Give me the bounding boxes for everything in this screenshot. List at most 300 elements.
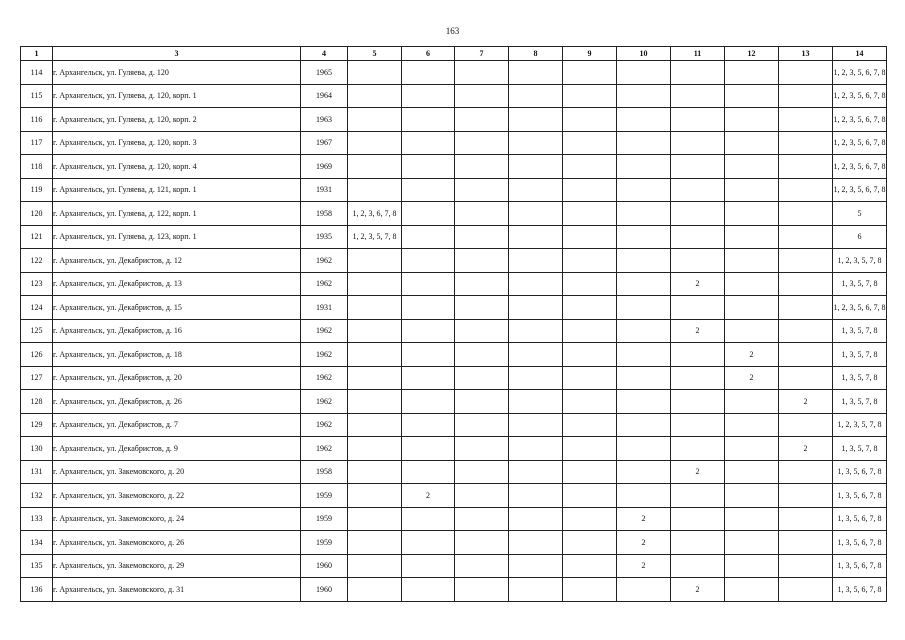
value-cell <box>455 155 509 179</box>
column-header: 5 <box>348 47 402 61</box>
value-cell <box>563 155 617 179</box>
table-row <box>21 178 887 202</box>
row-number-cell: 119 <box>21 178 53 202</box>
row-number-cell: 133 <box>21 507 53 531</box>
value-cell <box>725 272 779 296</box>
value-cell <box>617 366 671 390</box>
value-cell <box>779 178 833 202</box>
value-cell <box>348 155 402 179</box>
address-cell: г. Архангельск, ул. Закемовского, д. 20 <box>53 460 301 484</box>
column-header: 1 <box>21 47 53 61</box>
value-cell <box>509 319 563 343</box>
value-cell <box>671 202 725 226</box>
value-cell <box>563 249 617 273</box>
address-cell: г. Архангельск, ул. Закемовского, д. 29 <box>53 554 301 578</box>
table-row <box>21 413 887 437</box>
value-cell <box>617 343 671 367</box>
value-cell <box>779 225 833 249</box>
value-cell <box>779 131 833 155</box>
value-cell <box>348 131 402 155</box>
value-cell <box>671 413 725 437</box>
value-cell <box>563 437 617 461</box>
value-cell <box>563 296 617 320</box>
value-cell <box>725 531 779 555</box>
year-cell: 1969 <box>301 155 348 179</box>
value-cell <box>455 225 509 249</box>
column-header: 11 <box>671 47 725 61</box>
codes-cell: 1, 3, 5, 6, 7, 8 <box>833 507 887 531</box>
year-cell: 1967 <box>301 131 348 155</box>
value-cell <box>671 507 725 531</box>
value-cell <box>509 249 563 273</box>
codes-cell: 1, 3, 5, 6, 7, 8 <box>833 460 887 484</box>
address-cell: г. Архангельск, ул. Декабристов, д. 26 <box>53 390 301 414</box>
value-cell <box>671 249 725 273</box>
codes-cell: 1, 2, 3, 5, 6, 7, 8 <box>833 84 887 108</box>
table-row <box>21 225 887 249</box>
year-cell: 1962 <box>301 366 348 390</box>
value-cell <box>509 531 563 555</box>
value-cell <box>671 155 725 179</box>
codes-cell: 1, 2, 3, 5, 6, 7, 8 <box>833 131 887 155</box>
value-cell: 1, 2, 3, 5, 7, 8 <box>348 225 402 249</box>
address-cell: г. Архангельск, ул. Закемовского, д. 22 <box>53 484 301 508</box>
table-row <box>21 437 887 461</box>
year-cell: 1958 <box>301 202 348 226</box>
column-header: 6 <box>402 47 455 61</box>
year-cell: 1965 <box>301 61 348 85</box>
codes-cell: 1, 2, 3, 5, 6, 7, 8 <box>833 108 887 132</box>
table-row <box>21 460 887 484</box>
column-header: 10 <box>617 47 671 61</box>
year-cell: 1963 <box>301 108 348 132</box>
value-cell <box>671 61 725 85</box>
row-number-cell: 127 <box>21 366 53 390</box>
address-cell: г. Архангельск, ул. Гуляева, д. 123, корп. 1 <box>53 225 301 249</box>
value-cell <box>348 343 402 367</box>
value-cell <box>725 413 779 437</box>
year-cell: 1962 <box>301 319 348 343</box>
codes-cell: 1, 2, 3, 5, 7, 8 <box>833 249 887 273</box>
value-cell <box>455 84 509 108</box>
column-header: 13 <box>779 47 833 61</box>
value-cell <box>563 460 617 484</box>
value-cell <box>563 272 617 296</box>
codes-cell: 1, 2, 3, 5, 6, 7, 8 <box>833 178 887 202</box>
value-cell <box>509 272 563 296</box>
value-cell <box>725 84 779 108</box>
value-cell <box>779 484 833 508</box>
table-row <box>21 61 887 85</box>
value-cell <box>348 531 402 555</box>
value-cell <box>725 178 779 202</box>
value-cell <box>509 225 563 249</box>
year-cell: 1935 <box>301 225 348 249</box>
year-cell: 1962 <box>301 343 348 367</box>
row-number-cell: 134 <box>21 531 53 555</box>
row-number-cell: 123 <box>21 272 53 296</box>
address-cell: г. Архангельск, ул. Декабристов, д. 12 <box>53 249 301 273</box>
value-cell <box>779 507 833 531</box>
address-cell: г. Архангельск, ул. Гуляева, д. 121, корп. 1 <box>53 178 301 202</box>
value-cell <box>725 578 779 602</box>
value-cell <box>455 413 509 437</box>
value-cell <box>348 578 402 602</box>
table-row <box>21 578 887 602</box>
value-cell <box>348 108 402 132</box>
value-cell <box>402 61 455 85</box>
codes-cell: 1, 3, 5, 7, 8 <box>833 272 887 296</box>
value-cell <box>509 460 563 484</box>
value-cell <box>348 61 402 85</box>
column-header: 9 <box>563 47 617 61</box>
value-cell <box>725 249 779 273</box>
value-cell <box>779 272 833 296</box>
value-cell <box>348 484 402 508</box>
value-cell <box>617 437 671 461</box>
address-cell: г. Архангельск, ул. Декабристов, д. 15 <box>53 296 301 320</box>
value-cell <box>348 319 402 343</box>
value-cell <box>402 366 455 390</box>
address-cell: г. Архангельск, ул. Гуляева, д. 120 <box>53 61 301 85</box>
value-cell <box>402 531 455 555</box>
row-number-cell: 115 <box>21 84 53 108</box>
value-cell <box>509 413 563 437</box>
value-cell <box>455 131 509 155</box>
year-cell: 1962 <box>301 390 348 414</box>
value-cell <box>779 202 833 226</box>
value-cell <box>725 484 779 508</box>
value-cell <box>671 84 725 108</box>
value-cell <box>348 554 402 578</box>
value-cell <box>455 531 509 555</box>
table-row <box>21 531 887 555</box>
value-cell <box>779 249 833 273</box>
year-cell: 1959 <box>301 507 348 531</box>
value-cell <box>617 108 671 132</box>
value-cell <box>779 296 833 320</box>
value-cell: 1, 2, 3, 6, 7, 8 <box>348 202 402 226</box>
column-header: 14 <box>833 47 887 61</box>
value-cell <box>563 202 617 226</box>
row-number-cell: 117 <box>21 131 53 155</box>
value-cell <box>402 272 455 296</box>
value-cell <box>725 202 779 226</box>
value-cell <box>455 390 509 414</box>
row-number-cell: 132 <box>21 484 53 508</box>
value-cell <box>725 108 779 132</box>
value-cell <box>617 84 671 108</box>
value-cell <box>402 178 455 202</box>
value-cell <box>671 366 725 390</box>
value-cell: 2 <box>617 531 671 555</box>
row-number-cell: 118 <box>21 155 53 179</box>
value-cell <box>402 507 455 531</box>
value-cell <box>563 531 617 555</box>
value-cell <box>509 390 563 414</box>
column-header: 3 <box>53 47 301 61</box>
value-cell <box>563 108 617 132</box>
value-cell <box>563 343 617 367</box>
value-cell <box>348 296 402 320</box>
value-cell <box>725 507 779 531</box>
value-cell <box>617 249 671 273</box>
codes-cell: 1, 2, 3, 5, 6, 7, 8 <box>833 155 887 179</box>
value-cell <box>402 460 455 484</box>
table-row <box>21 155 887 179</box>
year-cell: 1960 <box>301 578 348 602</box>
value-cell <box>617 296 671 320</box>
value-cell <box>455 484 509 508</box>
value-cell <box>725 296 779 320</box>
value-cell <box>563 484 617 508</box>
address-cell: г. Архангельск, ул. Декабристов, д. 16 <box>53 319 301 343</box>
value-cell <box>402 108 455 132</box>
table-row <box>21 84 887 108</box>
value-cell <box>617 225 671 249</box>
table-row <box>21 202 887 226</box>
row-number-cell: 136 <box>21 578 53 602</box>
value-cell <box>725 225 779 249</box>
value-cell <box>563 319 617 343</box>
value-cell <box>563 131 617 155</box>
value-cell <box>671 225 725 249</box>
value-cell: 2 <box>617 554 671 578</box>
value-cell <box>671 343 725 367</box>
value-cell: 2 <box>671 319 725 343</box>
value-cell <box>509 84 563 108</box>
value-cell <box>402 155 455 179</box>
value-cell <box>509 343 563 367</box>
value-cell: 2 <box>671 272 725 296</box>
codes-cell: 1, 3, 5, 7, 8 <box>833 390 887 414</box>
row-number-cell: 121 <box>21 225 53 249</box>
value-cell <box>348 84 402 108</box>
row-number-cell: 130 <box>21 437 53 461</box>
value-cell <box>725 131 779 155</box>
row-number-cell: 122 <box>21 249 53 273</box>
value-cell: 2 <box>779 437 833 461</box>
value-cell <box>779 366 833 390</box>
value-cell <box>509 202 563 226</box>
codes-cell: 5 <box>833 202 887 226</box>
value-cell <box>455 460 509 484</box>
value-cell <box>563 61 617 85</box>
value-cell <box>671 131 725 155</box>
year-cell: 1962 <box>301 272 348 296</box>
value-cell <box>455 554 509 578</box>
year-cell: 1931 <box>301 178 348 202</box>
value-cell <box>509 484 563 508</box>
value-cell <box>671 390 725 414</box>
table-header-row <box>21 47 887 61</box>
value-cell <box>348 249 402 273</box>
address-cell: г. Архангельск, ул. Гуляева, д. 122, корп. 1 <box>53 202 301 226</box>
table-body <box>21 61 887 602</box>
value-cell <box>617 272 671 296</box>
value-cell <box>779 554 833 578</box>
value-cell <box>779 108 833 132</box>
table-row <box>21 131 887 155</box>
value-cell <box>455 272 509 296</box>
row-number-cell: 114 <box>21 61 53 85</box>
value-cell <box>402 202 455 226</box>
value-cell <box>402 84 455 108</box>
value-cell: 2 <box>402 484 455 508</box>
value-cell <box>402 413 455 437</box>
value-cell <box>779 155 833 179</box>
value-cell <box>563 390 617 414</box>
value-cell <box>509 155 563 179</box>
value-cell <box>348 272 402 296</box>
value-cell <box>671 484 725 508</box>
column-header: 7 <box>455 47 509 61</box>
codes-cell: 1, 3, 5, 6, 7, 8 <box>833 578 887 602</box>
value-cell <box>455 507 509 531</box>
value-cell <box>455 343 509 367</box>
value-cell <box>455 437 509 461</box>
value-cell <box>348 366 402 390</box>
codes-cell: 1, 2, 3, 5, 7, 8 <box>833 413 887 437</box>
value-cell <box>509 296 563 320</box>
value-cell <box>563 366 617 390</box>
year-cell: 1958 <box>301 460 348 484</box>
value-cell <box>455 108 509 132</box>
page-number: 163 <box>445 26 460 36</box>
value-cell: 2 <box>671 578 725 602</box>
row-number-cell: 135 <box>21 554 53 578</box>
value-cell <box>725 554 779 578</box>
value-cell <box>671 437 725 461</box>
address-cell: г. Архангельск, ул. Закемовского, д. 24 <box>53 507 301 531</box>
value-cell <box>779 531 833 555</box>
value-cell <box>617 460 671 484</box>
value-cell <box>509 108 563 132</box>
value-cell <box>671 178 725 202</box>
row-number-cell: 131 <box>21 460 53 484</box>
value-cell <box>779 578 833 602</box>
value-cell: 2 <box>617 507 671 531</box>
address-cell: г. Архангельск, ул. Гуляева, д. 120, корп. 2 <box>53 108 301 132</box>
codes-cell: 1, 3, 5, 7, 8 <box>833 319 887 343</box>
value-cell <box>455 296 509 320</box>
value-cell: 2 <box>725 343 779 367</box>
value-cell <box>617 319 671 343</box>
value-cell <box>402 343 455 367</box>
table-row <box>21 484 887 508</box>
value-cell <box>617 413 671 437</box>
value-cell <box>455 178 509 202</box>
year-cell: 1960 <box>301 554 348 578</box>
value-cell <box>348 460 402 484</box>
codes-cell: 1, 3, 5, 7, 8 <box>833 343 887 367</box>
address-cell: г. Архангельск, ул. Закемовского, д. 31 <box>53 578 301 602</box>
column-header: 8 <box>509 47 563 61</box>
value-cell <box>455 366 509 390</box>
value-cell <box>563 84 617 108</box>
value-cell <box>509 554 563 578</box>
value-cell <box>455 249 509 273</box>
value-cell <box>563 413 617 437</box>
value-cell <box>617 155 671 179</box>
value-cell <box>402 296 455 320</box>
value-cell <box>563 225 617 249</box>
address-cell: г. Архангельск, ул. Гуляева, д. 120, корп. 4 <box>53 155 301 179</box>
year-cell: 1962 <box>301 413 348 437</box>
value-cell <box>348 507 402 531</box>
column-header: 12 <box>725 47 779 61</box>
row-number-cell: 125 <box>21 319 53 343</box>
year-cell: 1962 <box>301 437 348 461</box>
value-cell <box>617 578 671 602</box>
value-cell <box>725 460 779 484</box>
value-cell <box>671 554 725 578</box>
value-cell <box>509 61 563 85</box>
value-cell <box>455 578 509 602</box>
year-cell: 1959 <box>301 531 348 555</box>
value-cell <box>617 178 671 202</box>
value-cell <box>725 437 779 461</box>
table-row <box>21 296 887 320</box>
value-cell <box>563 578 617 602</box>
year-cell: 1964 <box>301 84 348 108</box>
row-number-cell: 126 <box>21 343 53 367</box>
value-cell <box>509 131 563 155</box>
value-cell <box>402 578 455 602</box>
table-row <box>21 343 887 367</box>
housing-registry-table <box>20 46 887 602</box>
value-cell <box>671 531 725 555</box>
value-cell <box>617 390 671 414</box>
column-header: 4 <box>301 47 348 61</box>
value-cell <box>402 249 455 273</box>
value-cell: 2 <box>671 460 725 484</box>
address-cell: г. Архангельск, ул. Гуляева, д. 120, корп. 3 <box>53 131 301 155</box>
value-cell <box>402 390 455 414</box>
value-cell <box>779 413 833 437</box>
value-cell <box>348 178 402 202</box>
value-cell <box>402 554 455 578</box>
value-cell <box>509 578 563 602</box>
table-row <box>21 319 887 343</box>
address-cell: г. Архангельск, ул. Декабристов, д. 20 <box>53 366 301 390</box>
value-cell <box>402 131 455 155</box>
codes-cell: 1, 3, 5, 7, 8 <box>833 437 887 461</box>
value-cell <box>779 460 833 484</box>
address-cell: г. Архангельск, ул. Декабристов, д. 7 <box>53 413 301 437</box>
address-cell: г. Архангельск, ул. Декабристов, д. 13 <box>53 272 301 296</box>
value-cell <box>509 366 563 390</box>
value-cell <box>563 554 617 578</box>
value-cell <box>348 390 402 414</box>
value-cell <box>348 413 402 437</box>
codes-cell: 1, 2, 3, 5, 6, 7, 8 <box>833 296 887 320</box>
value-cell <box>563 178 617 202</box>
codes-cell: 1, 2, 3, 5, 6, 7, 8 <box>833 61 887 85</box>
year-cell: 1962 <box>301 249 348 273</box>
table-row <box>21 272 887 296</box>
table-row <box>21 507 887 531</box>
value-cell <box>617 202 671 226</box>
value-cell <box>617 131 671 155</box>
value-cell <box>617 61 671 85</box>
row-number-cell: 129 <box>21 413 53 437</box>
value-cell <box>402 225 455 249</box>
table-row <box>21 554 887 578</box>
address-cell: г. Архангельск, ул. Декабристов, д. 18 <box>53 343 301 367</box>
table-row <box>21 390 887 414</box>
value-cell: 2 <box>725 366 779 390</box>
